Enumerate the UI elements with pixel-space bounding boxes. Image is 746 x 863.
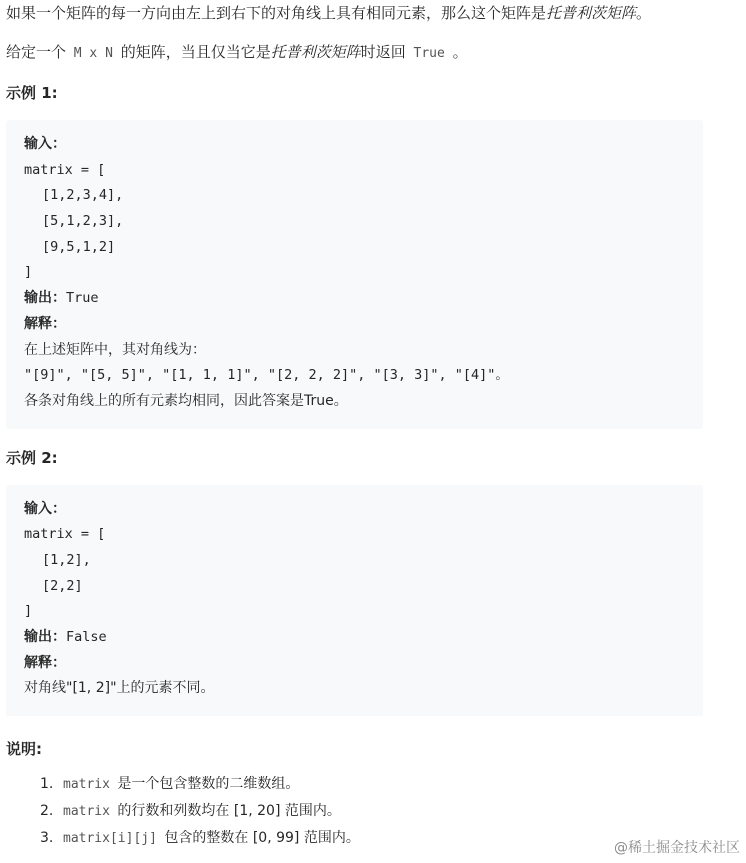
note-item bbox=[40, 771, 740, 798]
note-code: matrix bbox=[63, 777, 110, 793]
input-label: 输入： bbox=[24, 500, 66, 517]
intro2-text-mid: 的矩阵，当且仅当它是 bbox=[115, 43, 271, 61]
note-number: 2. bbox=[40, 803, 54, 820]
problem-page bbox=[0, 1, 746, 852]
inline-code-true: True bbox=[413, 46, 445, 61]
input-label: 输入： bbox=[24, 136, 66, 152]
note-code: matrix[i][j] bbox=[63, 831, 157, 847]
note-text: 包含的整数在 [0, 99] 范围内。 bbox=[159, 830, 360, 847]
matrix-close: ] bbox=[24, 603, 33, 620]
matrix-close: ] bbox=[24, 264, 33, 281]
intro2-emphasis: 托普利茨矩阵 bbox=[270, 43, 361, 61]
intro-line-2 bbox=[6, 40, 740, 66]
intro2-text: 给定一个 bbox=[6, 43, 71, 61]
output-line bbox=[24, 286, 685, 312]
example-2-block bbox=[6, 485, 703, 717]
note-number: 1. bbox=[40, 776, 54, 793]
intro2-text-end: 。 bbox=[447, 43, 468, 61]
explain-label: 解释： bbox=[24, 315, 66, 332]
output-value: False bbox=[66, 629, 107, 645]
matrix-row: [1,2], bbox=[42, 551, 91, 568]
note-code: matrix bbox=[63, 804, 110, 820]
explain-line: "[9]", "[5, 5]", "[1, 1, 1]", "[2, 2, 2]", "[3, 3]", "[4]"。 bbox=[24, 367, 509, 384]
explain-label: 解释： bbox=[24, 654, 66, 671]
note-text: 是一个包含整数的二维数组。 bbox=[112, 776, 300, 793]
inline-code-mxn: M x N bbox=[73, 46, 113, 61]
note-number: 3. bbox=[40, 830, 54, 847]
matrix-row: [2,2] bbox=[42, 577, 83, 594]
notes-heading: 说明: bbox=[6, 740, 42, 759]
example-2-heading: 示例 2: bbox=[6, 448, 58, 467]
matrix-row: [9,5,1,2] bbox=[42, 238, 116, 255]
example-1-heading: 示例 1: bbox=[6, 84, 58, 102]
explain-line: 在上述矩阵中，其对角线为： bbox=[24, 341, 206, 358]
explain-line: 各条对角线上的所有元素均相同，因此答案是True。 bbox=[24, 392, 348, 409]
output-line bbox=[24, 625, 685, 651]
intro-line-1 bbox=[6, 1, 740, 25]
note-text: 的行数和列数均在 [1, 20] 范围内。 bbox=[112, 803, 341, 820]
matrix-open: matrix = [ bbox=[24, 526, 106, 543]
matrix-row: [1,2,3,4], bbox=[42, 187, 124, 204]
output-label: 输出： bbox=[24, 290, 66, 307]
output-value: True bbox=[66, 290, 99, 307]
matrix-open: matrix = [ bbox=[24, 161, 106, 178]
note-item bbox=[40, 798, 740, 825]
watermark: @稀土掘金技术社区 bbox=[614, 840, 740, 856]
explain-line: 对角线"[1, 2]"上的元素不同。 bbox=[24, 680, 215, 697]
matrix-row: [5,1,2,3], bbox=[42, 213, 124, 230]
intro-emphasis: 托普利茨矩阵 bbox=[546, 4, 637, 22]
intro-text: 如果一个矩阵的每一方向由左上到右下的对角线上具有相同元素，那么这个矩阵是 bbox=[6, 4, 547, 22]
output-label: 输出： bbox=[24, 629, 66, 645]
example-1-block bbox=[6, 120, 703, 429]
intro2-text-mid2: 时返回 bbox=[360, 43, 411, 61]
intro-text-end: 。 bbox=[636, 4, 652, 22]
